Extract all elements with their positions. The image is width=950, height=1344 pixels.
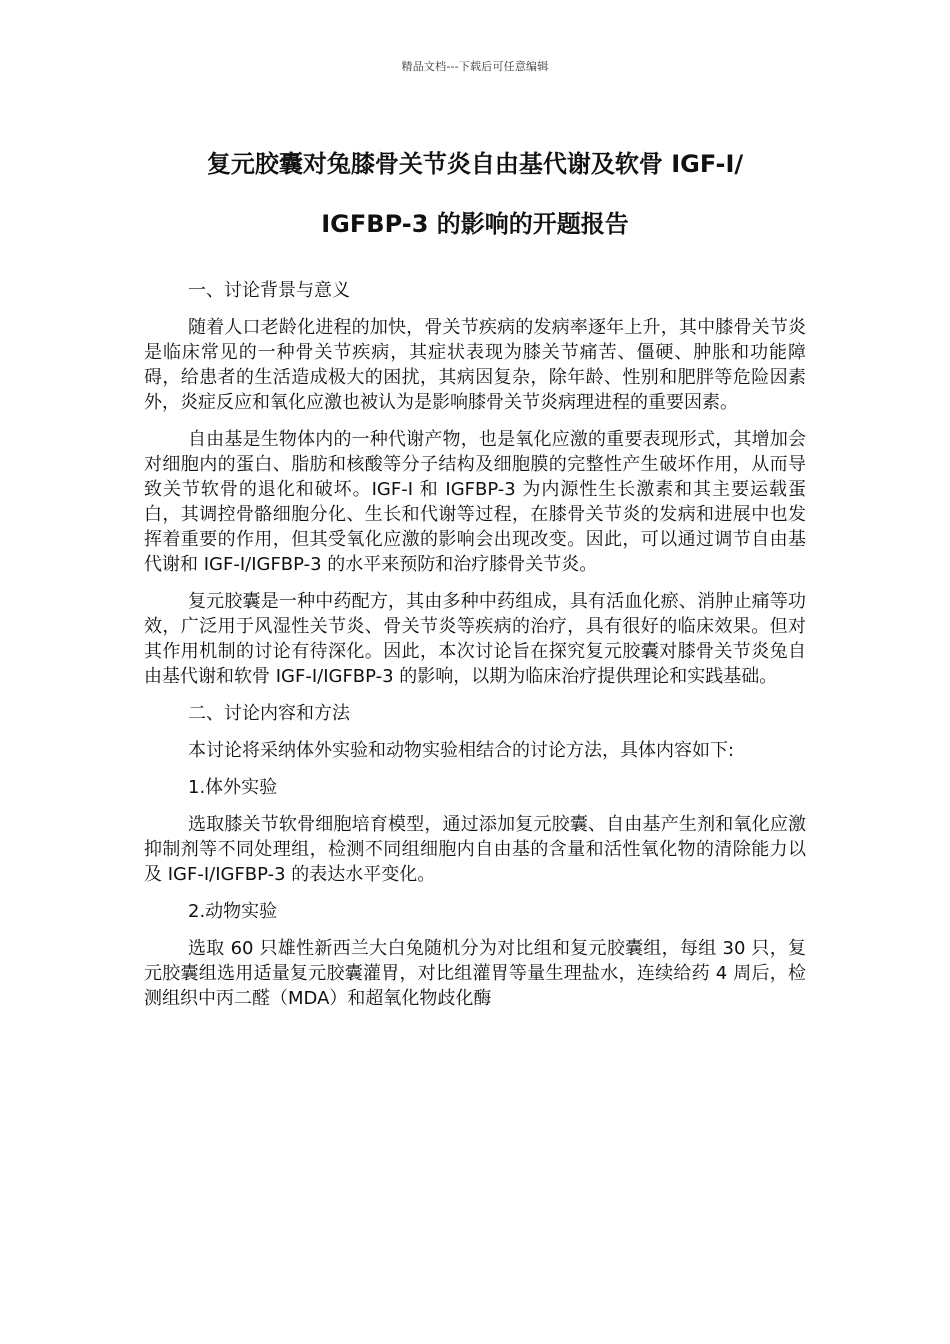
section-heading: 二、讨论内容和方法 (188, 703, 350, 724)
paragraph: 复元胶囊是一种中药配方，其由多种中药组成，具有活血化瘀、消肿止痛等功效，广泛用于风湿性关节炎、骨关节炎等疾病的治疗，具有很好的临床效果。但对其作用机制的讨论有待深化。因此，本次讨论旨在探究复元胶囊对膝骨关节炎兔自由基代谢和软骨 IGF-I/IGFBP-3 的影响，以期为临床治疗提供理论和实践基础。 (144, 591, 806, 687)
paragraph: 本讨论将采纳体外实验和动物实验相结合的讨论方法，具体内容如下: (188, 740, 735, 761)
subsection-heading: 2.动物实验 (188, 901, 278, 922)
section-heading: 一、讨论背景与意义 (188, 280, 350, 301)
paragraph: 选取 60 只雄性新西兰大白兔随机分为对比组和复元胶囊组，每组 30 只，复元胶囊组选用适量复元胶囊灌胃，对比组灌胃等量生理盐水，连续给药 4 周后，检测组织中丙二醛（MDA）和超氧化物歧化酶 (144, 938, 806, 1009)
document-body (144, 278, 806, 1023)
paragraph: 选取膝关节软骨细胞培育模型，通过添加复元胶囊、自由基产生剂和氧化应激抑制剂等不同处理组，检测不同组细胞内自由基的含量和活性氧化物的清除能力以及 IGF-I/IGFBP-3 的表达水平变化。 (144, 814, 806, 885)
document-title (140, 134, 810, 254)
title-line-2: IGFBP-3 的影响的开题报告 (321, 210, 629, 238)
paragraph: 自由基是生物体内的一种代谢产物，也是氧化应激的重要表现形式，其增加会对细胞内的蛋白、脂肪和核酸等分子结构及细胞膜的完整性产生破坏作用，从而导致关节软骨的退化和破坏。IGF-I 和 IGFBP-3 为内源性生长激素和其主要运载蛋白，其调控骨骼细胞分化、生长和代谢等过程，在膝骨关节炎的发病和进展中也发挥着重要的作用，但其受氧化应激的影响会出现改变。因此，可以通过调节自由基代谢和 IGF-I/IGFBP-3 的水平来预防和治疗膝骨关节炎。 (144, 429, 806, 575)
subsection-heading: 1.体外实验 (188, 777, 278, 798)
title-line-1: 复元胶囊对兔膝骨关节炎自由基代谢及软骨 IGF-I/ (206, 150, 744, 178)
paragraph: 随着人口老龄化进程的加快，骨关节疾病的发病率逐年上升，其中膝骨关节炎是临床常见的一种骨关节疾病，其症状表现为膝关节痛苦、僵硬、肿胀和功能障碍，给患者的生活造成极大的困扰，其病因复杂，除年龄、性别和肥胖等危险因素外，炎症反应和氧化应激也被认为是影响膝骨关节炎病理进程的重要因素。 (144, 317, 806, 413)
page-header: 精品文档---下载后可任意编辑 (401, 60, 549, 73)
